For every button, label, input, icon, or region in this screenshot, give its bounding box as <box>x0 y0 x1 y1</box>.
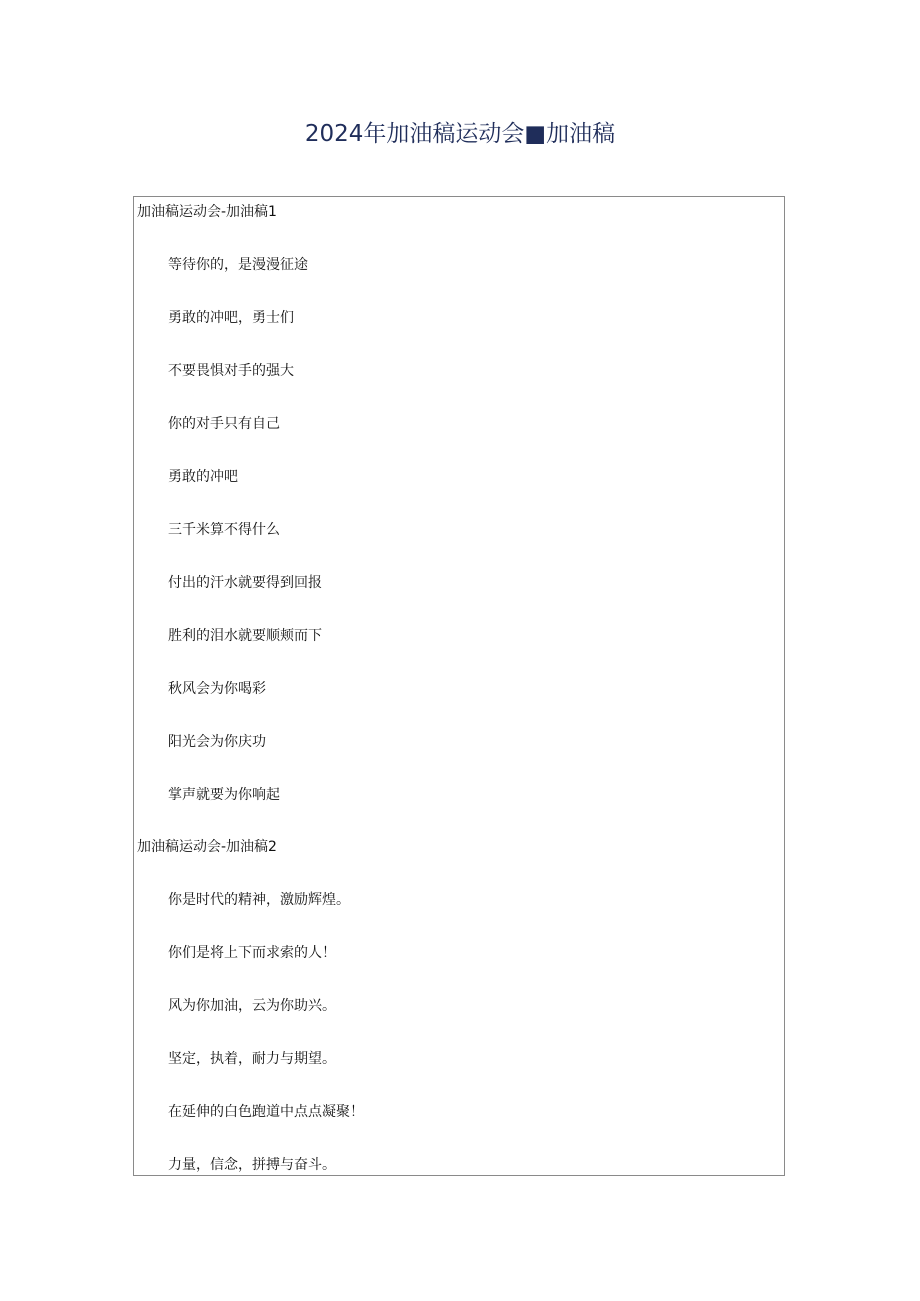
poem-line: 等待你的，是漫漫征途 <box>168 257 308 273</box>
poem-line: 你们是将上下而求索的人！ <box>168 945 336 961</box>
poem-line: 三千米算不得什么 <box>168 522 280 538</box>
poem-line: 在延伸的白色跑道中点点凝聚！ <box>168 1104 364 1120</box>
poem-line: 阳光会为你庆功 <box>168 734 266 750</box>
section-heading-2: 加油稿运动会-加油稿2 <box>137 839 277 855</box>
poem-line: 勇敢的冲吧，勇士们 <box>168 310 294 326</box>
poem-line: 力量，信念，拼搏与奋斗。 <box>168 1157 336 1173</box>
content-box <box>133 196 785 1176</box>
document-title: 2024年加油稿运动会■加油稿 <box>304 121 616 147</box>
poem-line: 你是时代的精神，激励辉煌。 <box>168 892 350 908</box>
poem-line: 风为你加油，云为你助兴。 <box>168 998 336 1014</box>
poem-line: 掌声就要为你响起 <box>168 787 280 803</box>
poem-line: 不要畏惧对手的强大 <box>168 363 294 379</box>
section-heading-1: 加油稿运动会-加油稿1 <box>137 204 277 220</box>
poem-line: 勇敢的冲吧 <box>168 469 238 485</box>
poem-line: 坚定，执着，耐力与期望。 <box>168 1051 336 1067</box>
poem-line: 你的对手只有自己 <box>168 416 280 432</box>
poem-line: 胜利的泪水就要顺颊而下 <box>168 628 322 644</box>
poem-line: 付出的汗水就要得到回报 <box>168 575 322 591</box>
poem-line: 秋风会为你喝彩 <box>168 681 266 697</box>
